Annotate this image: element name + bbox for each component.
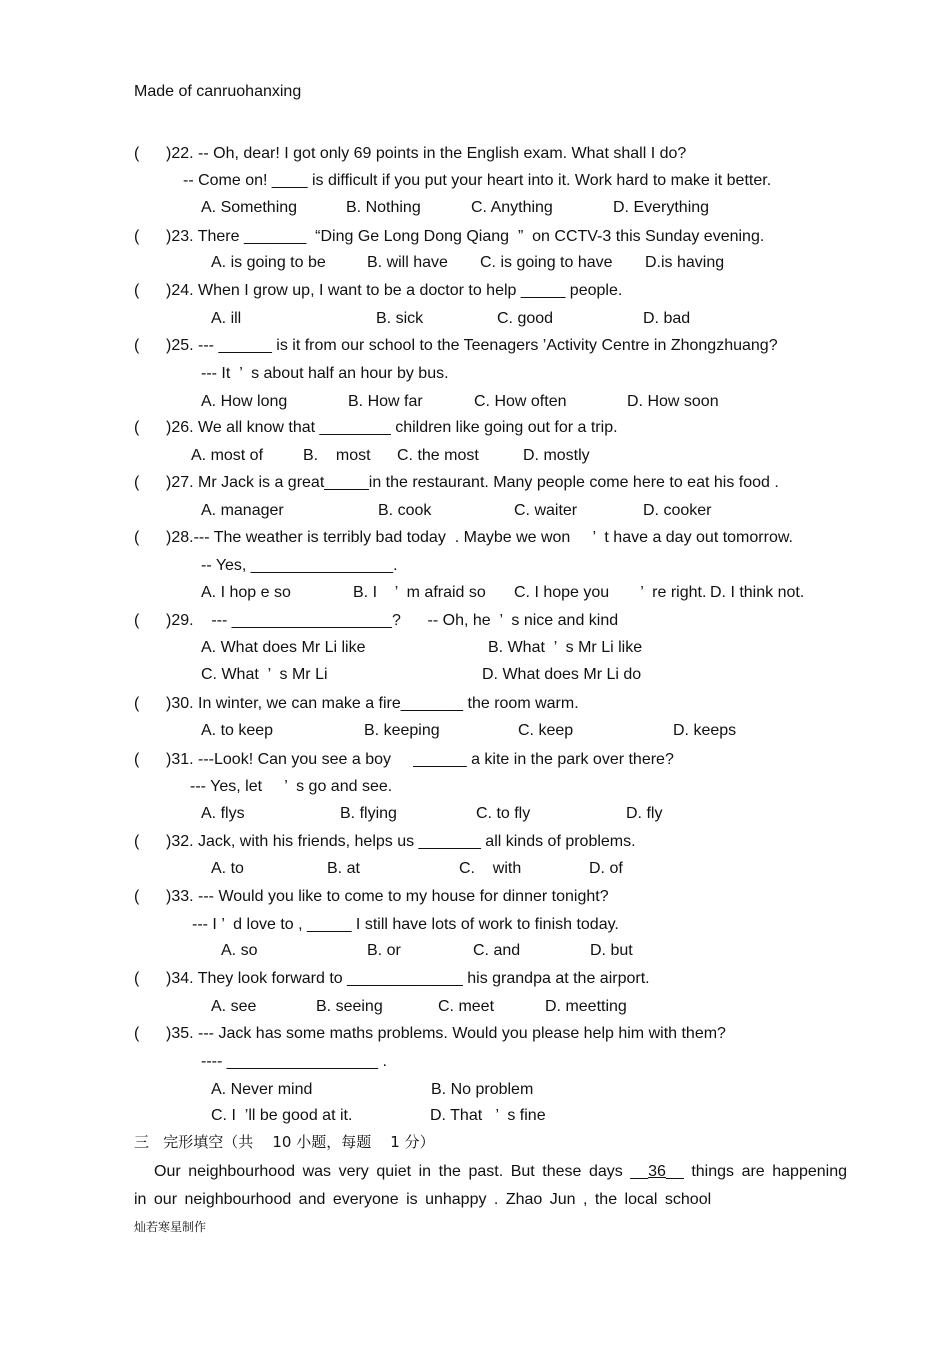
question-35-stem: ( )35. --- Jack has some maths problems. Would you please help him with them? [134, 1025, 726, 1042]
question-27-option-c: C. waiter [514, 502, 578, 519]
question-28-option-d: D. I think not. [710, 584, 805, 601]
question-28-option-c: C. I hope you ’ re right. [514, 584, 707, 601]
question-35-dialogue: ---- _________________ . [201, 1053, 387, 1070]
question-24-option-b: B. sick [376, 310, 424, 327]
page-footer: 灿若寒星制作 [134, 1220, 207, 1234]
question-29-option-c: C. What ’ s Mr Li [201, 666, 328, 683]
question-29-option-a: A. What does Mr Li like [201, 639, 366, 656]
question-32-stem: ( )32. Jack, with his friends, helps us _______ all kinds of problems. [134, 833, 636, 850]
cloze-passage [134, 1158, 847, 1214]
question-33-dialogue: --- I ’ d love to , _____ I still have lots of work to finish today. [192, 916, 619, 933]
question-31-stem: ( )31. ---Look! Can you see a boy ______ a kite in the park over there? [134, 751, 674, 768]
question-28-dialogue: -- Yes, ________________. [201, 557, 398, 574]
question-26-stem: ( )26. We all know that ________ children like going out for a trip. [134, 419, 618, 436]
question-30-option-b: B. keeping [364, 722, 440, 739]
question-35-option-a: A. Never mind [211, 1081, 313, 1098]
question-30-option-d: D. keeps [673, 722, 737, 739]
question-27-option-a: A. manager [201, 502, 284, 519]
question-29-option-b: B. What ’ s Mr Li like [488, 639, 643, 656]
question-30-option-c: C. keep [518, 722, 574, 739]
question-28-option-a: A. I hop e so [201, 584, 291, 601]
question-27-stem: ( )27. Mr Jack is a great_____in the restaurant. Many people come here to eat his food . [134, 474, 779, 491]
question-34-option-b: B. seeing [316, 998, 383, 1015]
question-33-option-b: B. or [367, 942, 401, 959]
question-34-option-a: A. see [211, 998, 257, 1015]
question-22-option-b: B. Nothing [346, 199, 421, 216]
question-32-option-b: B. at [327, 860, 360, 877]
question-35-option-d: D. That ’ s fine [430, 1107, 546, 1124]
question-35-option-b: B. No problem [431, 1081, 534, 1098]
question-25-stem: ( )25. --- ______ is it from our school to the Teenagers ’Activity Centre in Zhongzhuang? [134, 337, 778, 354]
question-25-option-a: A. How long [201, 393, 288, 410]
question-31-option-b: B. flying [340, 805, 397, 822]
question-25-dialogue: --- It ’ s about half an hour by bus. [201, 365, 449, 382]
question-29-stem: ( )29. --- __________________? -- Oh, he ’ s nice and kind [134, 612, 619, 629]
question-25-option-c: C. How often [474, 393, 567, 410]
blank-36: 36 [648, 1163, 666, 1180]
question-25-option-b: B. How far [348, 393, 423, 410]
question-26-option-c: C. the most [397, 447, 479, 464]
question-29-option-d: D. What does Mr Li do [482, 666, 642, 683]
question-24-option-a: A. ill [211, 310, 242, 327]
question-26-option-d: D. mostly [523, 447, 590, 464]
question-31-option-a: A. flys [201, 805, 245, 822]
question-26-option-b: B. most [303, 447, 371, 464]
question-32-option-a: A. to [211, 860, 244, 877]
question-35-option-c: C. I ’ll be good at it. [211, 1107, 353, 1124]
question-33-stem: ( )33. --- Would you like to come to my house for dinner tonight? [134, 888, 609, 905]
question-25-option-d: D. How soon [627, 393, 719, 410]
question-22-option-d: D. Everything [613, 199, 710, 216]
question-23-stem: ( )23. There _______ “Ding Ge Long Dong Qiang ” on CCTV-3 this Sunday evening. [134, 228, 765, 245]
question-23-option-b: B. will have [367, 254, 448, 271]
question-24-stem: ( )24. When I grow up, I want to be a doctor to help _____ people. [134, 282, 623, 299]
question-34-stem: ( )34. They look forward to _____________ his grandpa at the airport. [134, 970, 650, 987]
question-31-option-d: D. fly [626, 805, 663, 822]
question-28-option-b: B. I ’ m afraid so [353, 584, 486, 601]
question-30-option-a: A. to keep [201, 722, 274, 739]
question-32-option-c: C. with [459, 860, 522, 877]
question-24-option-c: C. good [497, 310, 554, 327]
question-27-option-b: B. cook [378, 502, 432, 519]
question-33-option-a: A. so [221, 942, 258, 959]
passage-text-after: __ things are happening in our neighbourhood and everyone is unhappy . Zhao Jun , the local school [134, 1163, 848, 1208]
question-33-option-d: D. but [590, 942, 633, 959]
question-23-option-a: A. is going to be [211, 254, 326, 271]
page-header: Made of canruohanxing [134, 83, 302, 100]
question-31-option-c: C. to fly [476, 805, 531, 822]
question-30-stem: ( )30. In winter, we can make a fire_______ the room warm. [134, 695, 579, 712]
section-heading-cloze: 三 完形填空（共 10 小题，每题 1 分） [134, 1133, 435, 1151]
question-22-stem: ( )22. -- Oh, dear! I got only 69 points in the English exam. What shall I do? [134, 145, 687, 162]
question-32-option-d: D. of [589, 860, 623, 877]
question-33-option-c: C. and [473, 942, 521, 959]
question-24-option-d: D. bad [643, 310, 691, 327]
question-31-dialogue: --- Yes, let ’ s go and see. [190, 778, 393, 795]
question-22-option-c: C. Anything [471, 199, 553, 216]
question-22-dialogue: -- Come on! ____ is difficult if you put your heart into it. Work hard to make it better. [183, 172, 772, 189]
question-22-option-a: A. Something [201, 199, 298, 216]
question-23-option-c: C. is going to have [480, 254, 613, 271]
question-34-option-d: D. meetting [545, 998, 627, 1015]
passage-text-before: Our neighbourhood was very quiet in the past. But these days __ [154, 1163, 649, 1180]
question-28-stem: ( )28.--- The weather is terribly bad today . Maybe we won ’ t have a day out tomorrow. [134, 529, 793, 546]
question-26-option-a: A. most of [191, 447, 264, 464]
question-23-option-d: D.is having [645, 254, 725, 271]
question-34-option-c: C. meet [438, 998, 495, 1015]
question-27-option-d: D. cooker [643, 502, 712, 519]
